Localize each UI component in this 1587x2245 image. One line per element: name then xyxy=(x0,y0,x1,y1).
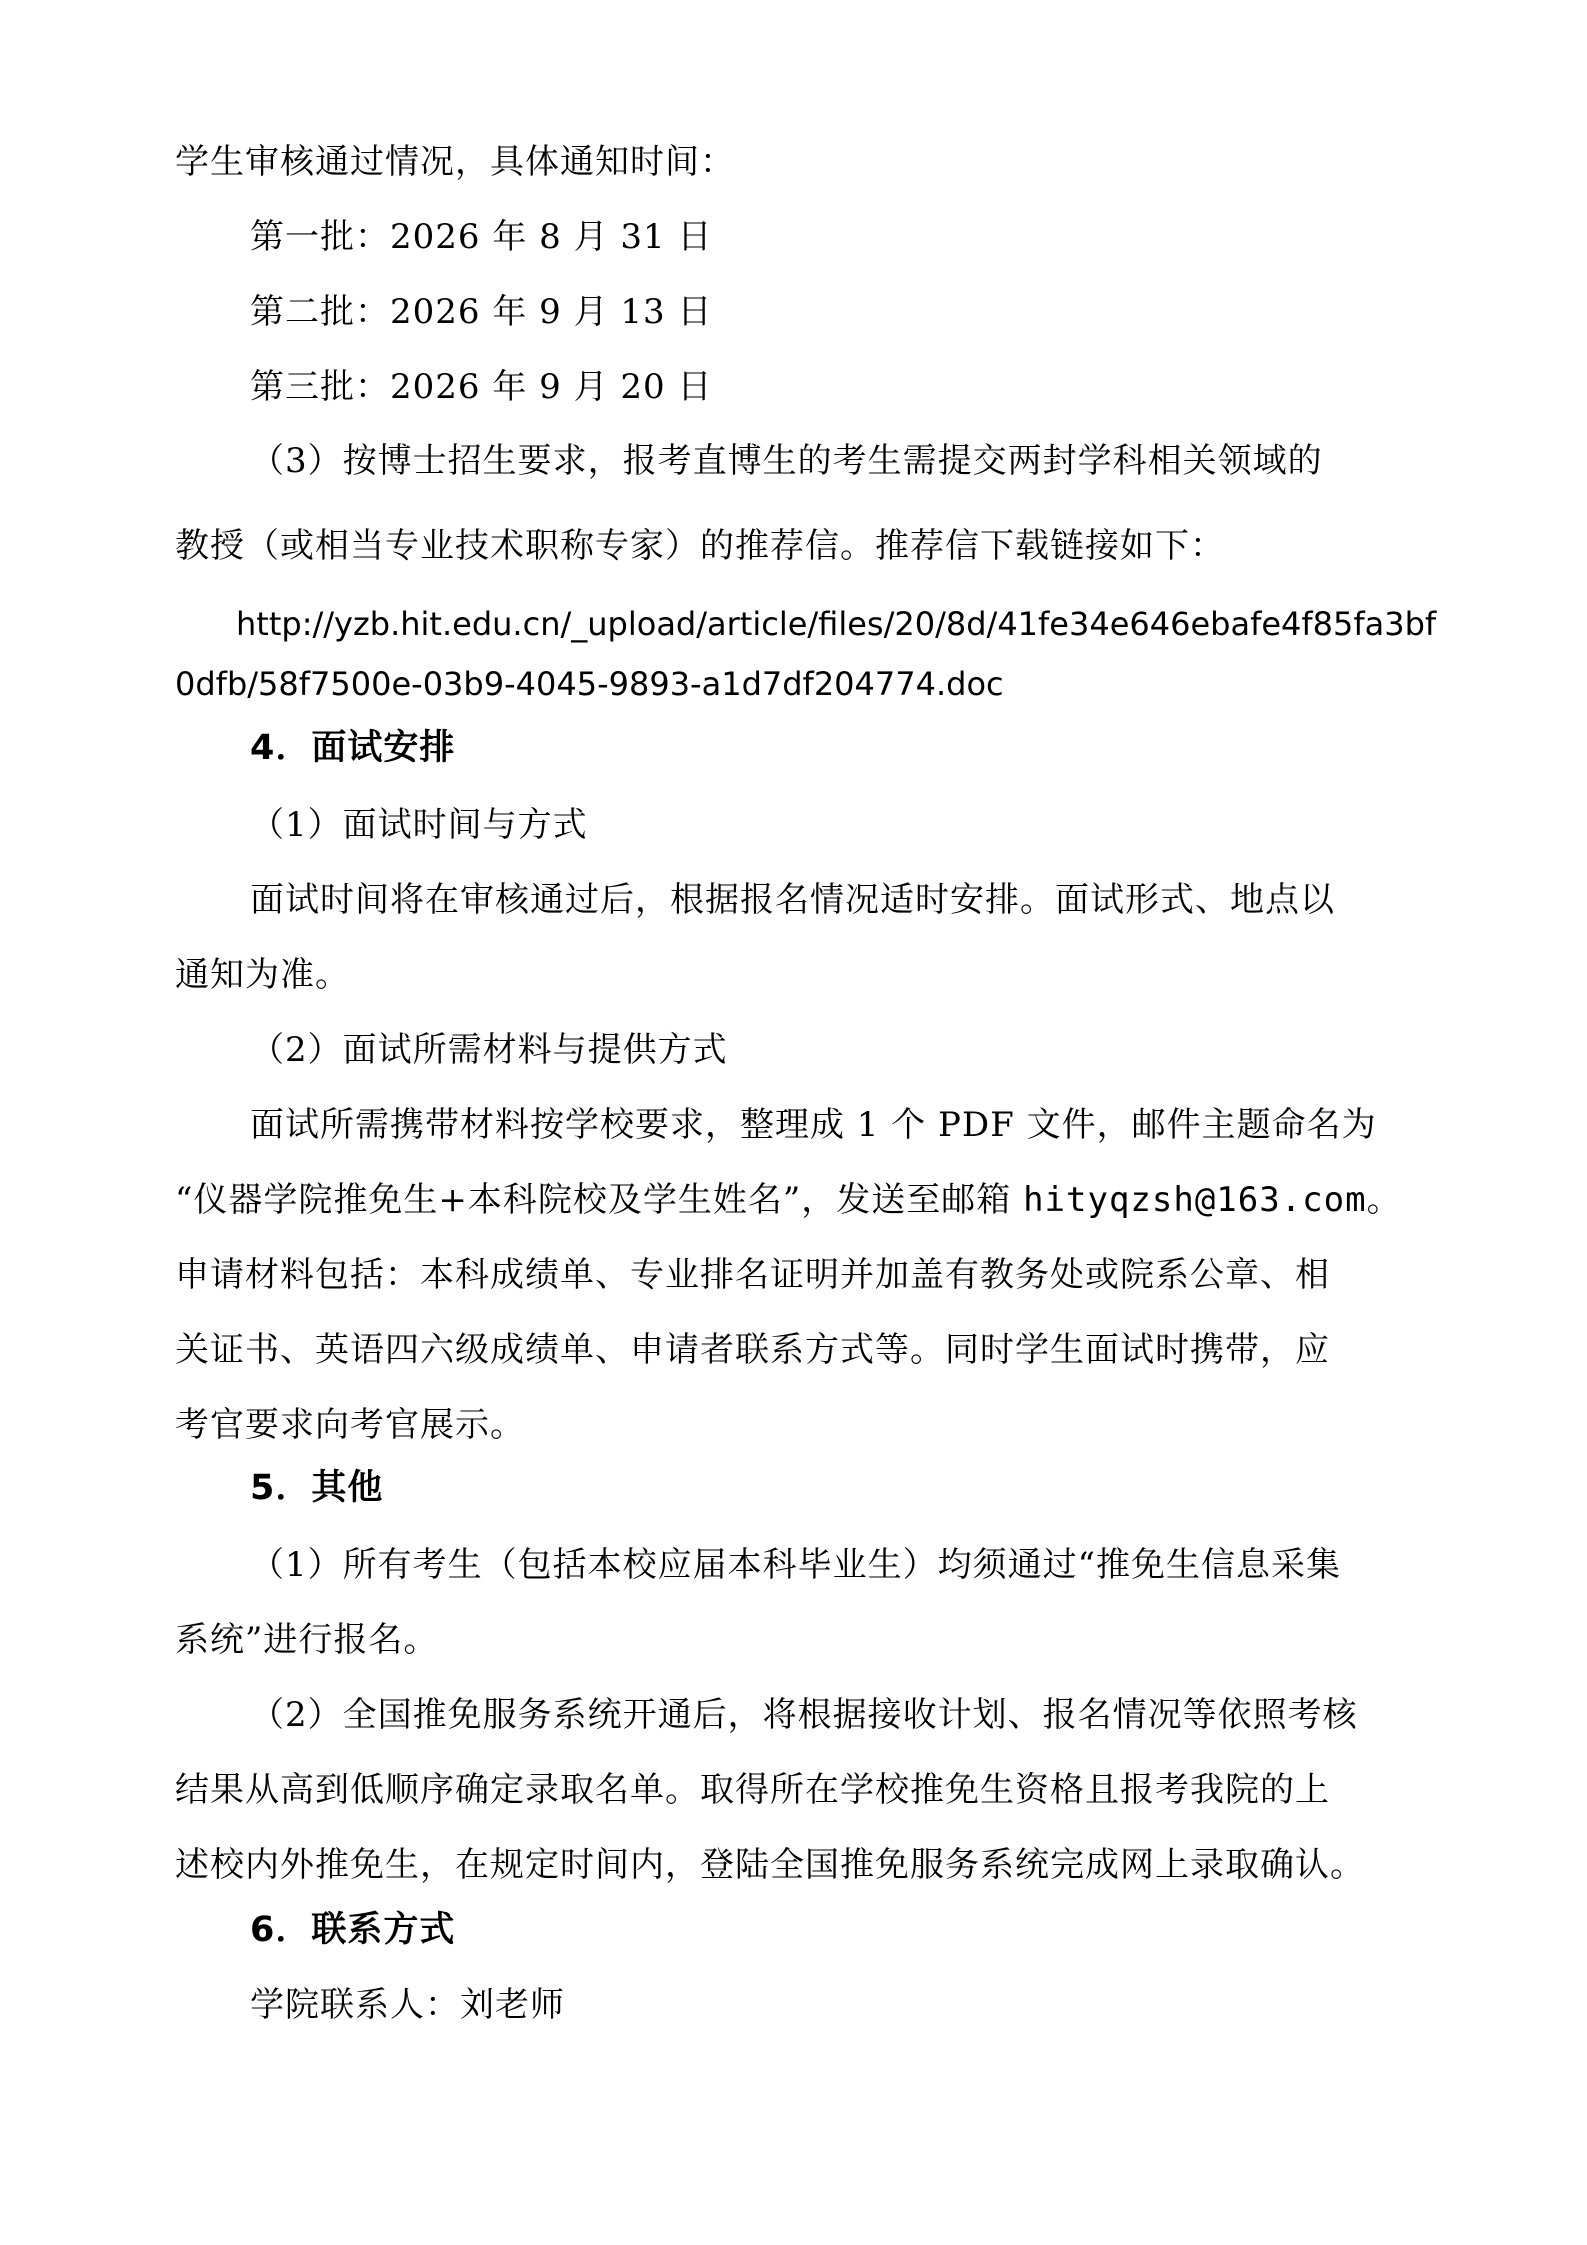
recommendation-letter-link-continued[interactable]: 0dfb/58f7500e-03b9-4045-9893-a1d7df204774.doc xyxy=(175,665,1004,703)
subsection-heading: （2）面试所需材料与提供方式 xyxy=(250,1030,728,1070)
contact-person: 学院联系人：刘老师 xyxy=(250,1985,565,2025)
section-heading-interview: 4．面试安排 xyxy=(250,728,456,768)
paragraph-line: 述校内外推免生，在规定时间内，登陆全国推免服务系统完成网上录取确认。 xyxy=(175,1845,1365,1885)
batch-date-second: 第二批：2026 年 9 月 13 日 xyxy=(250,292,713,332)
paragraph-line: 面试时间将在审核通过后，根据报名情况适时安排。面试形式、地点以 xyxy=(250,880,1335,920)
paragraph-line: 通知为准。 xyxy=(175,955,350,995)
paragraph-line: 系统”进行报名。 xyxy=(175,1620,439,1660)
paragraph-line xyxy=(175,1180,1402,1220)
section-heading-contact: 6．联系方式 xyxy=(250,1910,456,1950)
paragraph-line: 申请材料包括：本科成绩单、专业排名证明并加盖有教务处或院系公章、相 xyxy=(175,1255,1330,1295)
batch-date-first: 第一批：2026 年 8 月 31 日 xyxy=(250,217,713,257)
batch-date-third: 第三批：2026 年 9 月 20 日 xyxy=(250,367,713,407)
paragraph-line: （3）按博士招生要求，报考直博生的考生需提交两封学科相关领域的 xyxy=(250,441,1323,481)
paragraph-line: 面试所需携带材料按学校要求，整理成 1 个 PDF 文件，邮件主题命名为 xyxy=(250,1105,1377,1145)
paragraph-line: 学生审核通过情况，具体通知时间： xyxy=(175,142,735,182)
paragraph-line: 考官要求向考官展示。 xyxy=(175,1405,525,1445)
subsection-heading: （1）面试时间与方式 xyxy=(250,805,588,845)
paragraph-text: “仪器学院推免生+本科院校及学生姓名”，发送至邮箱 xyxy=(175,1180,1024,1220)
paragraph-line: （2）全国推免服务系统开通后，将根据接收计划、报名情况等依照考核 xyxy=(250,1695,1358,1735)
paragraph-line: （1）所有考生（包括本校应届本科毕业生）均须通过“推免生信息采集 xyxy=(250,1545,1342,1585)
paragraph-line: 结果从高到低顺序确定录取名单。取得所在学校推免生资格且报考我院的上 xyxy=(175,1770,1330,1810)
recommendation-letter-link[interactable]: http://yzb.hit.edu.cn/_upload/article/files/20/8d/41fe34e646ebafe4f85fa3bf xyxy=(236,605,1437,643)
paragraph-line: 关证书、英语四六级成绩单、申请者联系方式等。同时学生面试时携带，应 xyxy=(175,1330,1330,1370)
paragraph-line: 教授（或相当专业技术职称专家）的推荐信。推荐信下载链接如下： xyxy=(175,526,1225,566)
section-heading-other: 5．其他 xyxy=(250,1468,384,1508)
email-address[interactable]: hityqzsh@163.com。 xyxy=(1023,1180,1402,1220)
